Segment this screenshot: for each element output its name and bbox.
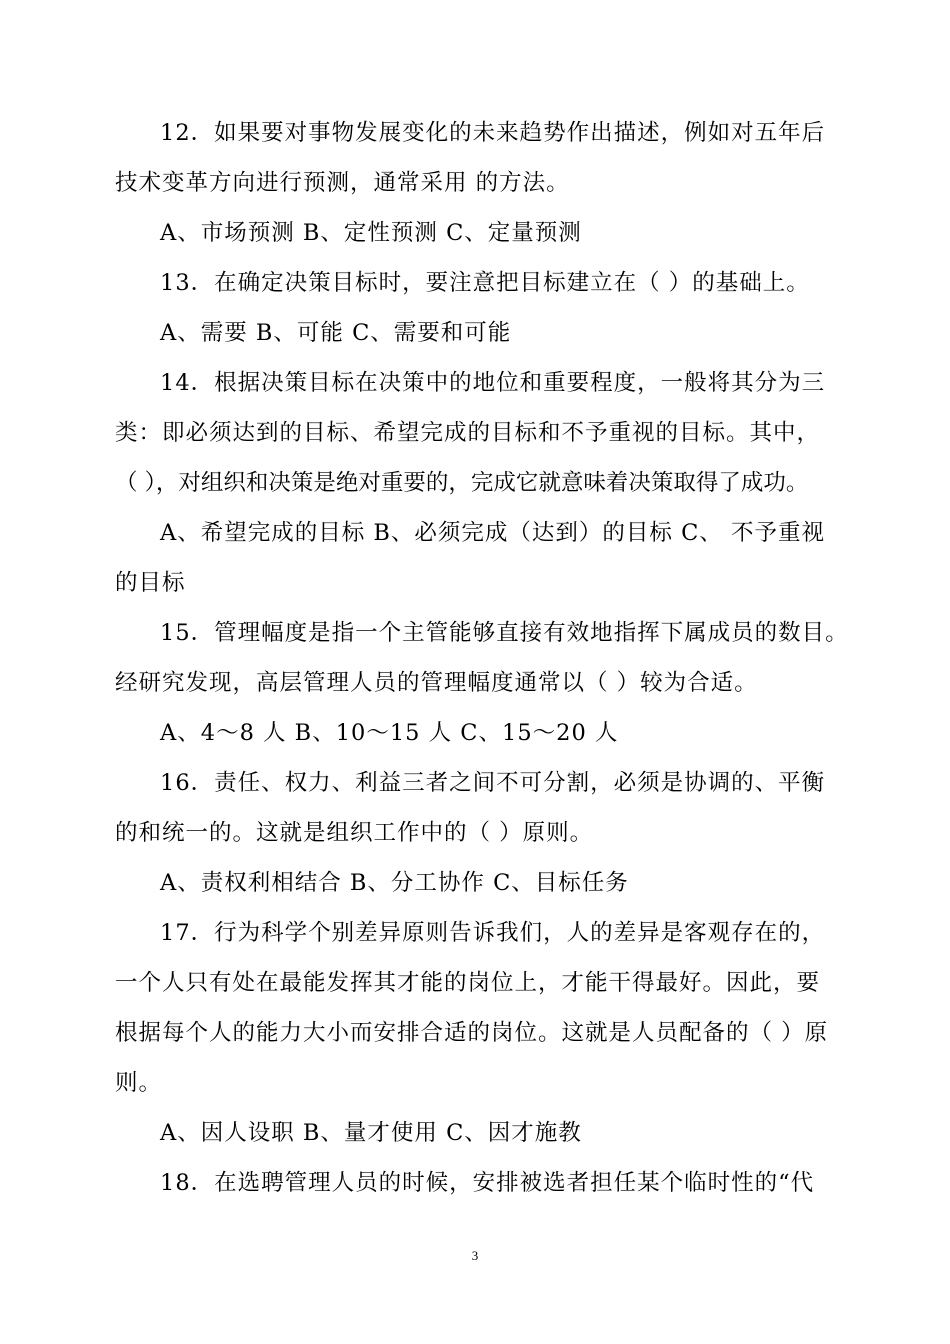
question-15-line-2: 经研究发现，高层管理人员的管理幅度通常以（ ）较为合适。 xyxy=(115,670,758,696)
question-14-line-3: （ ），对组织和决策是绝对重要的，完成它就意味着决策取得了成功。 xyxy=(115,470,809,496)
question-18-line-1: 18．在选聘管理人员的时候，安排被选者担任某个临时性的“代 xyxy=(160,1170,815,1196)
question-13-options: A、需要 B、可能 C、需要和可能 xyxy=(160,320,512,346)
question-17-line-1: 17．行为科学个别差异原则告诉我们，人的差异是客观存在的， xyxy=(160,920,826,946)
question-16-options: A、责权利相结合 B、分工协作 C、目标任务 xyxy=(160,870,629,896)
question-14-line-1: 14．根据决策目标在决策中的地位和重要程度，一般将其分为三 xyxy=(160,370,826,396)
question-17-line-3: 根据每个人的能力大小而安排合适的岗位。这就是人员配备的（ ）原 xyxy=(115,1020,829,1046)
question-14-options-line-2: 的目标 xyxy=(115,570,186,596)
question-12-line-2: 技术变革方向进行预测，通常采用 的方法。 xyxy=(115,170,570,196)
question-17-line-2: 一个人只有处在最能发挥其才能的岗位上，才能干得最好。因此，要 xyxy=(115,970,821,996)
question-17-line-4: 则。 xyxy=(115,1070,163,1096)
question-12-line-1: 12．如果要对事物发展变化的未来趋势作出描述，例如对五年后 xyxy=(160,120,826,146)
question-17-options: A、因人设职 B、量才使用 C、因才施教 xyxy=(160,1120,582,1146)
page-number: 3 xyxy=(471,1248,479,1263)
question-16-line-1: 16．责任、权力、利益三者之间不可分割，必须是协调的、平衡 xyxy=(160,770,826,796)
question-13-line-1: 13．在确定决策目标时，要注意把目标建立在（ ）的基础上。 xyxy=(160,270,810,296)
question-15-line-1: 15．管理幅度是指一个主管能够直接有效地指挥下属成员的数目。 xyxy=(160,620,849,646)
question-16-line-2: 的和统一的。这就是组织工作中的（ ）原则。 xyxy=(115,820,594,846)
question-15-options: A、4～8 人 B、10～15 人 C、15～20 人 xyxy=(160,720,619,746)
question-12-options: A、市场预测 B、定性预测 C、定量预测 xyxy=(160,220,582,246)
question-14-options-line-1: A、希望完成的目标 B、必须完成（达到）的目标 C、 不予重视 xyxy=(160,520,825,546)
question-14-line-2: 类：即必须达到的目标、希望完成的目标和不予重视的目标。其中， xyxy=(115,420,821,446)
